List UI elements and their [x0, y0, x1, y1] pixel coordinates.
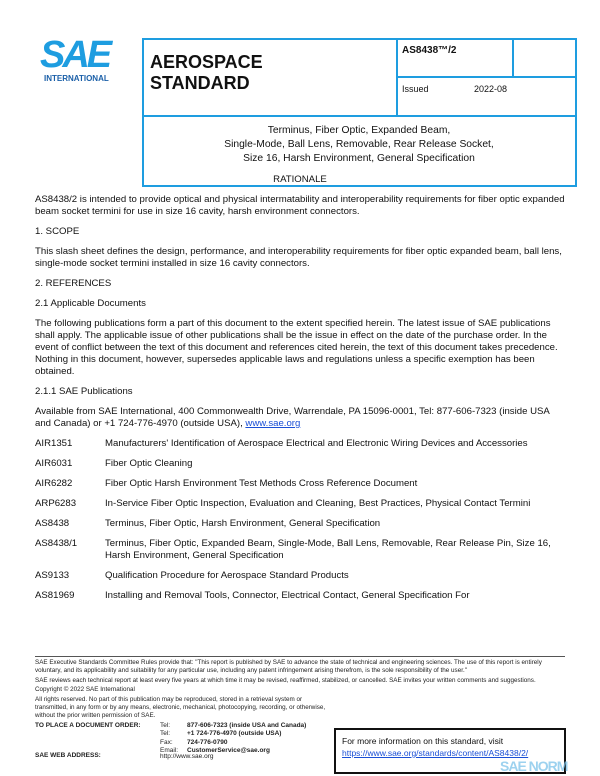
- sae-logo: SAE: [40, 34, 110, 76]
- contact-keys: [160, 722, 178, 756]
- contact-key: Email:: [160, 747, 179, 755]
- footer-copyright: Copyright © 2022 SAE International: [35, 686, 135, 694]
- footer-divider: [35, 656, 565, 657]
- reference-code: AIR1351: [35, 438, 73, 449]
- reference-code: ARP6283: [35, 498, 77, 509]
- subtitle-line: Terminus, Fiber Optic, Expanded Beam,: [267, 125, 451, 136]
- reference-item: [35, 438, 565, 450]
- reference-title: Fiber Optic Harsh Environment Test Methods Cross Reference Document: [105, 478, 418, 489]
- title-line: AEROSPACE: [150, 52, 263, 72]
- reference-title: Installing and Removal Tools, Connector, Electrical Contact, General Specification For: [105, 590, 470, 601]
- sae-publications-body: Available from SAE International, 400 Commonwealth Drive, Warrendale, PA 15096-0001, Tel: 877-606-7323 (inside USA and Canada) or +1 724-776-4970 (outside USA),: [35, 406, 550, 429]
- contact-value: 877-606-7323 (inside USA and Canada): [187, 721, 307, 729]
- reference-title: Terminus, Fiber Optic, Harsh Environment, General Specification: [105, 518, 381, 529]
- sae-publications-heading: 2.1.1 SAE Publications: [35, 386, 133, 397]
- scope-heading: 1. SCOPE: [35, 226, 80, 237]
- footer-rights: All rights reserved. No part of this publication may be reproduced, stored in a retrieval system or transmitted, in any form or by any means, electronic, mechanical, photocopying, recording, or otherwise, without the prior written permission of SAE.: [35, 696, 326, 719]
- contact-value: +1 724-776-4970 (outside USA): [187, 730, 282, 738]
- reference-code: AIR6282: [35, 478, 73, 489]
- rationale-heading: RATIONALE: [273, 174, 327, 185]
- footer-review-note: SAE reviews each technical report at least every five years at which time it may be revised, reaffirmed, stabilized, or cancelled. SAE invites your written comments and suggestions.: [35, 676, 536, 684]
- reference-item: [35, 590, 565, 602]
- references-heading: 2. REFERENCES: [35, 278, 112, 289]
- reference-title: Terminus, Fiber Optic, Expanded Beam, Single-Mode, Ball Lens, Removable, Rear Release Pin, Size 16, Harsh Environment, General Specification: [105, 538, 551, 561]
- document-body: [35, 174, 565, 610]
- reference-code: AIR6031: [35, 458, 73, 469]
- watermark-logo: SAE NORM: [500, 758, 568, 774]
- standard-link[interactable]: https://www.sae.org/standards/content/AS8438/2/: [342, 748, 529, 758]
- reference-item: [35, 458, 565, 470]
- divider: [396, 76, 577, 78]
- more-info-text: For more information on this standard, visit: [342, 736, 504, 746]
- contact-key: Tel:: [160, 721, 171, 729]
- contact-values: [187, 722, 306, 756]
- order-label: TO PLACE A DOCUMENT ORDER:: [35, 721, 141, 729]
- title-line: STANDARD: [150, 73, 250, 93]
- reference-item: [35, 518, 565, 530]
- reference-title: In-Service Fiber Optic Inspection, Evaluation and Cleaning, Best Practices, Physical Contact Termini: [105, 498, 531, 509]
- footer-disclaimer: SAE Executive Standards Committee Rules provide that: "This report is published by SAE to advance the state of technical and engineering sciences. The use of this report is entirely voluntary, and its applicability and suitability for any particular use, including any patent infringement arising therefrom, is the sole responsibility of the user.": [35, 659, 542, 674]
- standard-title: [150, 52, 263, 94]
- contact-key: Fax:: [160, 738, 173, 746]
- subtitle-line: Single-Mode, Ball Lens, Removable, Rear Release Socket,: [224, 139, 494, 150]
- divider: [512, 38, 514, 77]
- reference-code: AS8438/1: [35, 538, 78, 549]
- reference-item: [35, 538, 565, 562]
- contact-value: 724-776-0790: [187, 738, 228, 746]
- contact-value[interactable]: CustomerService@sae.org: [187, 747, 270, 755]
- web-address-label: SAE WEB ADDRESS:: [35, 751, 101, 759]
- document-subtitle: [144, 124, 574, 166]
- contact-key: Tel:: [160, 730, 171, 738]
- reference-title: Manufacturers' Identification of Aerospace Electrical and Electronic Wiring Devices and Accessories: [105, 438, 528, 449]
- rationale-text: AS8438/2 is intended to provide optical and physical intermatability and interoperability requirements for fiber optic expanded beam socket termini for use in size 16 cavity, harsh environment connectors.: [35, 194, 565, 217]
- reference-item: [35, 570, 565, 582]
- reference-code: AS8438: [35, 518, 70, 529]
- subtitle-line: Size 16, Harsh Environment, General Specification: [243, 153, 475, 164]
- issued-label: Issued: [402, 84, 429, 94]
- sae-logo-subtext: INTERNATIONAL: [44, 74, 109, 83]
- sae-link[interactable]: www.sae.org: [245, 418, 301, 429]
- reference-title: Qualification Procedure for Aerospace Standard Products: [105, 570, 349, 581]
- reference-title: Fiber Optic Cleaning: [105, 458, 193, 469]
- web-address[interactable]: http://www.sae.org: [160, 753, 214, 761]
- applicable-docs-text: The following publications form a part of this document to the extent specified herein. The latest issue of SAE publications shall apply. The applicable issue of other publications shall be the issue in effect on the date of the purchase order. In the event of conflict between the text of this document and references cited herein, the text of this document takes precedence. Nothing in this document, however, supersedes applicable laws and regulations unless a specific exemption has been obtained.: [35, 318, 558, 377]
- sae-publications-text: [35, 406, 565, 430]
- document-number: AS8438™/2: [402, 45, 457, 56]
- reference-item: [35, 478, 565, 490]
- divider: [142, 115, 577, 117]
- reference-item: [35, 498, 565, 510]
- reference-code: AS9133: [35, 570, 70, 581]
- issued-date: 2022-08: [474, 84, 508, 94]
- applicable-docs-heading: 2.1 Applicable Documents: [35, 298, 146, 309]
- reference-code: AS81969: [35, 590, 75, 601]
- scope-text: This slash sheet defines the design, performance, and interoperability requirements for fiber optic expanded beam, ball lens, single-mode socket termini installed in size 16 cavity connectors.: [35, 246, 562, 269]
